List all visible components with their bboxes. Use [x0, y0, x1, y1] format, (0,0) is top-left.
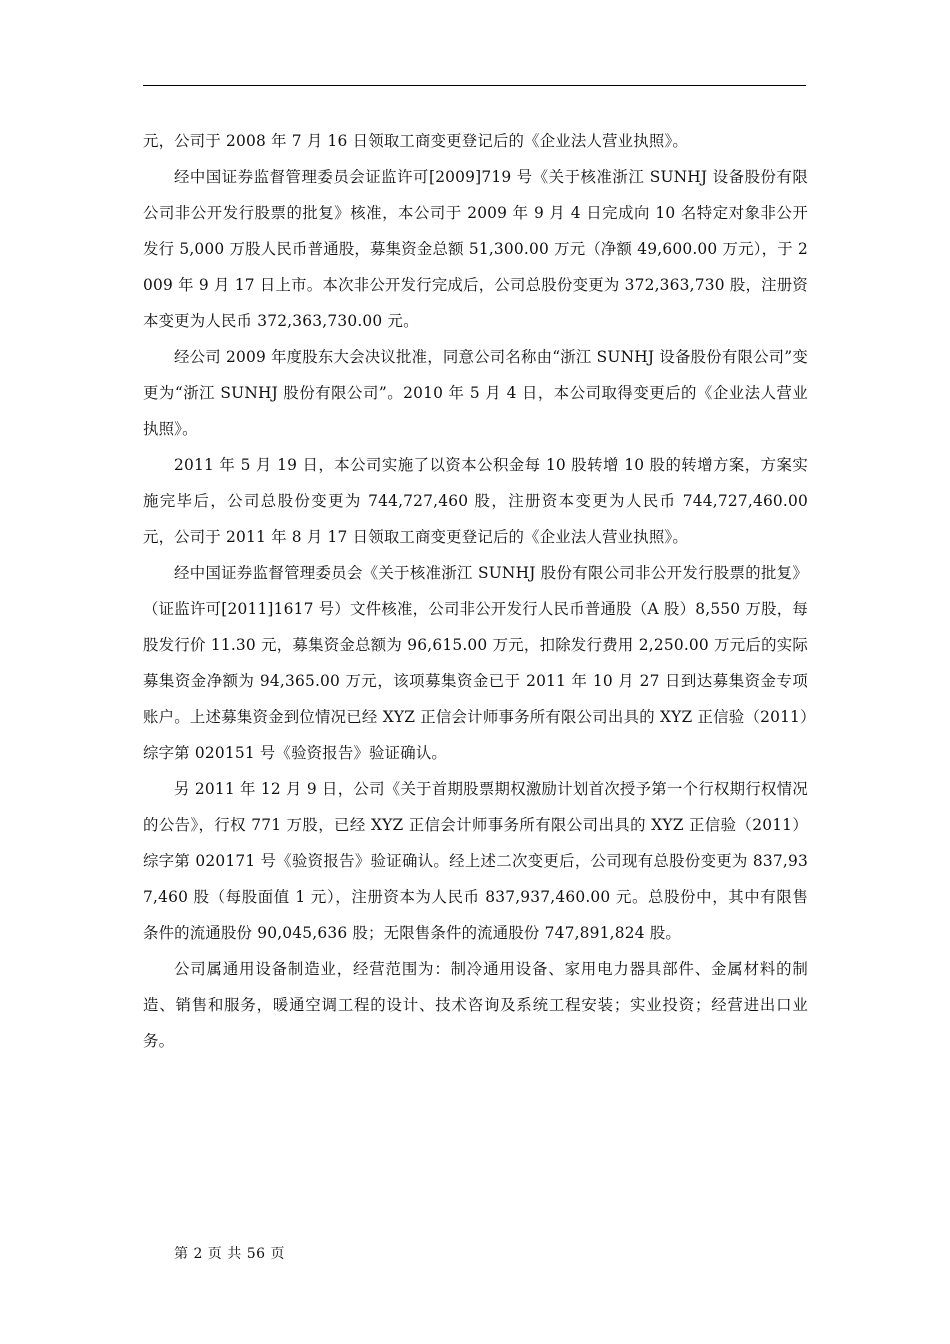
page-number-footer: 第 2 页 共 56 页	[174, 1246, 285, 1262]
paragraph-2011-private-placement: 经中国证券监督管理委员会《关于核准浙江 SUNHJ 股份有限公司非公开发行股票的批复》（证监许可[2011]1617 号）文件核准，公司非公开发行人民币普通股（A 股）8,550 万股，每股发行价 11.30 元，募集资金总额为 96,615.00 万元，扣除发行费用 2,250.00 万元后的实际募集资金净额为 94,365.00 万元，该项募集资金已于 2011 年 10 月 27 日到达募集资金专项账户。上述募集资金到位情况已经 XYZ 正信会计师事务所有限公司出具的 XYZ 正信验（2011）综字第 020151 号《验资报告》验证确认。	[143, 564, 808, 762]
paragraph-stock-options: 另 2011 年 12 月 9 日，公司《关于首期股票期权激励计划首次授予第一个行权期行权情况的公告》，行权 771 万股，已经 XYZ 正信会计师事务所有限公司出具的 XYZ 正信验（2011）综字第 020171 号《验资报告》验证确认。经上述二次变更后，公司现有总股份变更为 837,937,460 股（每股面值 1 元），注册资本为人民币 837,937,460.00 元。总股份中，其中有限售条件的流通股份 90,045,636 股；无限售条件的流通股份 747,891,824 股。	[143, 780, 808, 942]
header-rule	[143, 85, 806, 86]
paragraph-2011-capitalization: 2011 年 5 月 19 日，本公司实施了以资本公积金每 10 股转增 10 股的转增方案，方案实施完毕后，公司总股份变更为 744,727,460 股，注册资本变更为人民币 744,727,460.00 元，公司于 2011 年 8 月 17 日领取工商变更登记后的《企业法人营业执照》。	[143, 456, 808, 546]
document-body	[143, 123, 808, 1059]
paragraph-name-change: 经公司 2009 年度股东大会决议批准，同意公司名称由“浙江 SUNHJ 设备股份有限公司”变更为“浙江 SUNHJ 股份有限公司”。2010 年 5 月 4 日，本公司取得变更后的《企业法人营业执照》。	[143, 348, 808, 438]
paragraph-continuation: 元，公司于 2008 年 7 月 16 日领取工商变更登记后的《企业法人营业执照》。	[143, 132, 688, 150]
paragraph-business-scope: 公司属通用设备制造业，经营范围为：制冷通用设备、家用电力器具部件、金属材料的制造、销售和服务，暖通空调工程的设计、技术咨询及系统工程安装；实业投资；经营进出口业务。	[143, 960, 808, 1050]
paragraph-2009-private-placement: 经中国证券监督管理委员会证监许可[2009]719 号《关于核准浙江 SUNHJ 设备股份有限公司非公开发行股票的批复》核准，本公司于 2009 年 9 月 4 日完成向 10 名特定对象非公开发行 5,000 万股人民币普通股，募集资金总额 51,300.00 万元（净额 49,600.00 万元），于 2009 年 9 月 17 日上市。本次非公开发行完成后，公司总股份变更为 372,363,730 股，注册资本变更为人民币 372,363,730.00 元。	[143, 168, 808, 330]
